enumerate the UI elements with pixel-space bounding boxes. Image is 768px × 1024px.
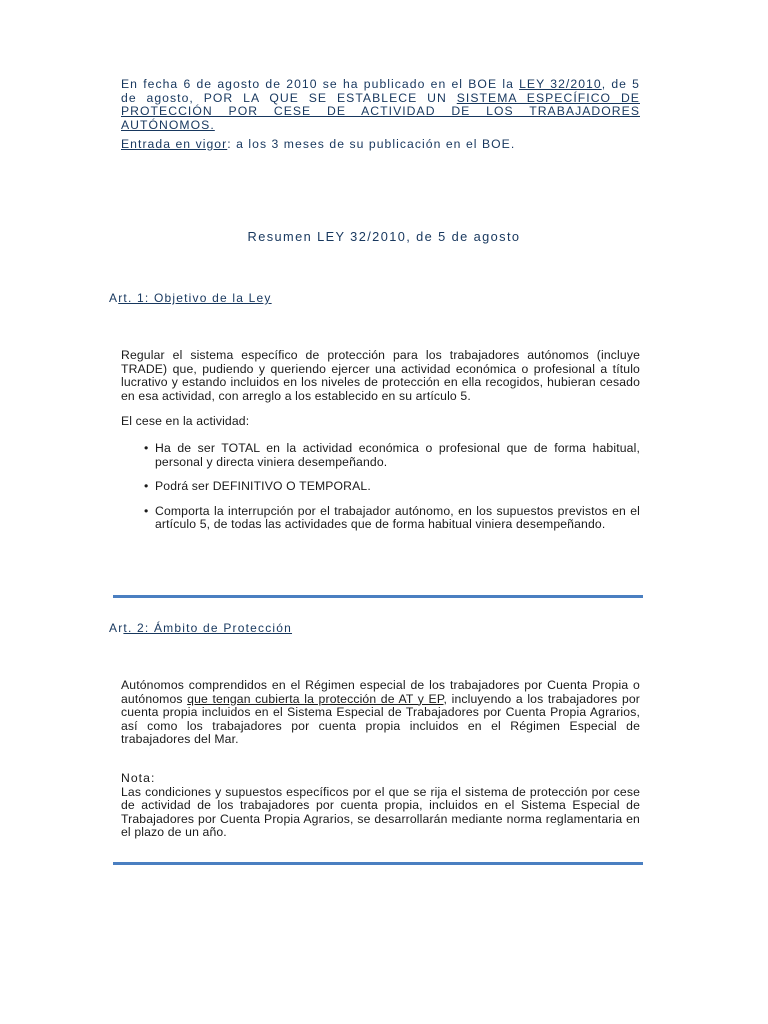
art1-heading <box>109 292 272 306</box>
art1-body-text: Regular el sistema específico de protección para los trabajadores autónomos (incluye TRADE) que, pudiendo y queriendo ejercer una actividad económica o profesional a título lucrativo y estando incluidos en los niveles de protección en ella recogidos, hubieran cesado en esa actividad, con arreglo a los establecido en su artículo 5. <box>121 348 640 403</box>
list-item <box>143 480 640 494</box>
bullet-text: Podrá ser DEFINITIVO O TEMPORAL. <box>155 479 371 494</box>
intro-text-a: En fecha 6 de agosto de 2010 se ha publicado en el BOE la <box>121 77 520 91</box>
art2-nota <box>121 772 640 840</box>
art2-body-underlined: que tengan cubierta la protección de AT y EP <box>187 691 444 706</box>
nota-text: Las condiciones y supuestos específicos por el que se rija el sistema de protección por cese de actividad de los trabajadores por cuenta propia, incluidos en el Sistema Especial de Trabajadores por Cuenta Propia Agrarios, se desarrollarán mediante norma reglamentaria en el plazo de un año. <box>121 784 640 840</box>
resumen-title: Resumen LEY 32/2010, de 5 de agosto <box>247 229 521 244</box>
bullet-text: Comporta la interrupción por el trabajador autónomo, en los supuestos previstos en el artículo 5, de todas las actividades que de forma habitual viniera desempeñando. <box>155 503 640 532</box>
art1-bullet-list <box>143 442 640 543</box>
section-divider <box>113 862 643 865</box>
nota-label: Nota: <box>121 771 156 785</box>
art1-body <box>121 349 640 403</box>
section-divider <box>113 595 643 598</box>
bullet-icon: • <box>144 479 149 494</box>
art2-heading-prefix: Ar <box>109 621 124 635</box>
list-item <box>143 505 640 532</box>
art2-heading-text: t. 2: Ámbito de Protección <box>123 621 293 635</box>
art1-heading-text: rt. 1: Objetivo de la Ley <box>118 291 272 305</box>
bullet-text: Ha de ser TOTAL en la actividad económica o profesional que de forma habitual, personal y directa viniera desempeñando. <box>155 441 640 469</box>
bullet-icon: • <box>144 441 149 455</box>
art1-cese-label: El cese en la actividad: <box>121 414 250 428</box>
intro-paragraph <box>121 78 640 132</box>
ley-link: LEY 32/2010 <box>519 77 602 91</box>
entrada-en-vigor <box>121 138 640 152</box>
art2-body <box>121 679 640 747</box>
entrada-label: Entrada en vigor <box>121 137 228 151</box>
intro-text-b: , de 5 de agosto, POR LA QUE SE ESTABLECE UN <box>121 77 640 105</box>
art2-body-b: , incluyendo a los trabajadores por cuenta propia incluidos en el Sistema Especial de Trabajadores por Cuenta Propia Agrarios, así como los trabajadores por cuenta propia incluidos en el Régimen Especial de trabajadores del Mar. <box>121 691 641 747</box>
list-item <box>143 442 640 469</box>
entrada-text: : a los 3 meses de su publicación en el BOE. <box>227 137 516 151</box>
art2-body-a: Autónomos comprendidos en el Régimen especial de los trabajadores por Cuenta Propia o autónomos <box>121 678 640 706</box>
art2-heading <box>109 622 292 636</box>
art1-heading-prefix: A <box>109 291 119 305</box>
sistema-link: SISTEMA ESPECÍFICO DE PROTECCIÓN POR CESE DE ACTIVIDAD DE LOS TRABAJADORES AUTÓNOMOS. <box>121 90 640 132</box>
bullet-icon: • <box>144 503 149 518</box>
